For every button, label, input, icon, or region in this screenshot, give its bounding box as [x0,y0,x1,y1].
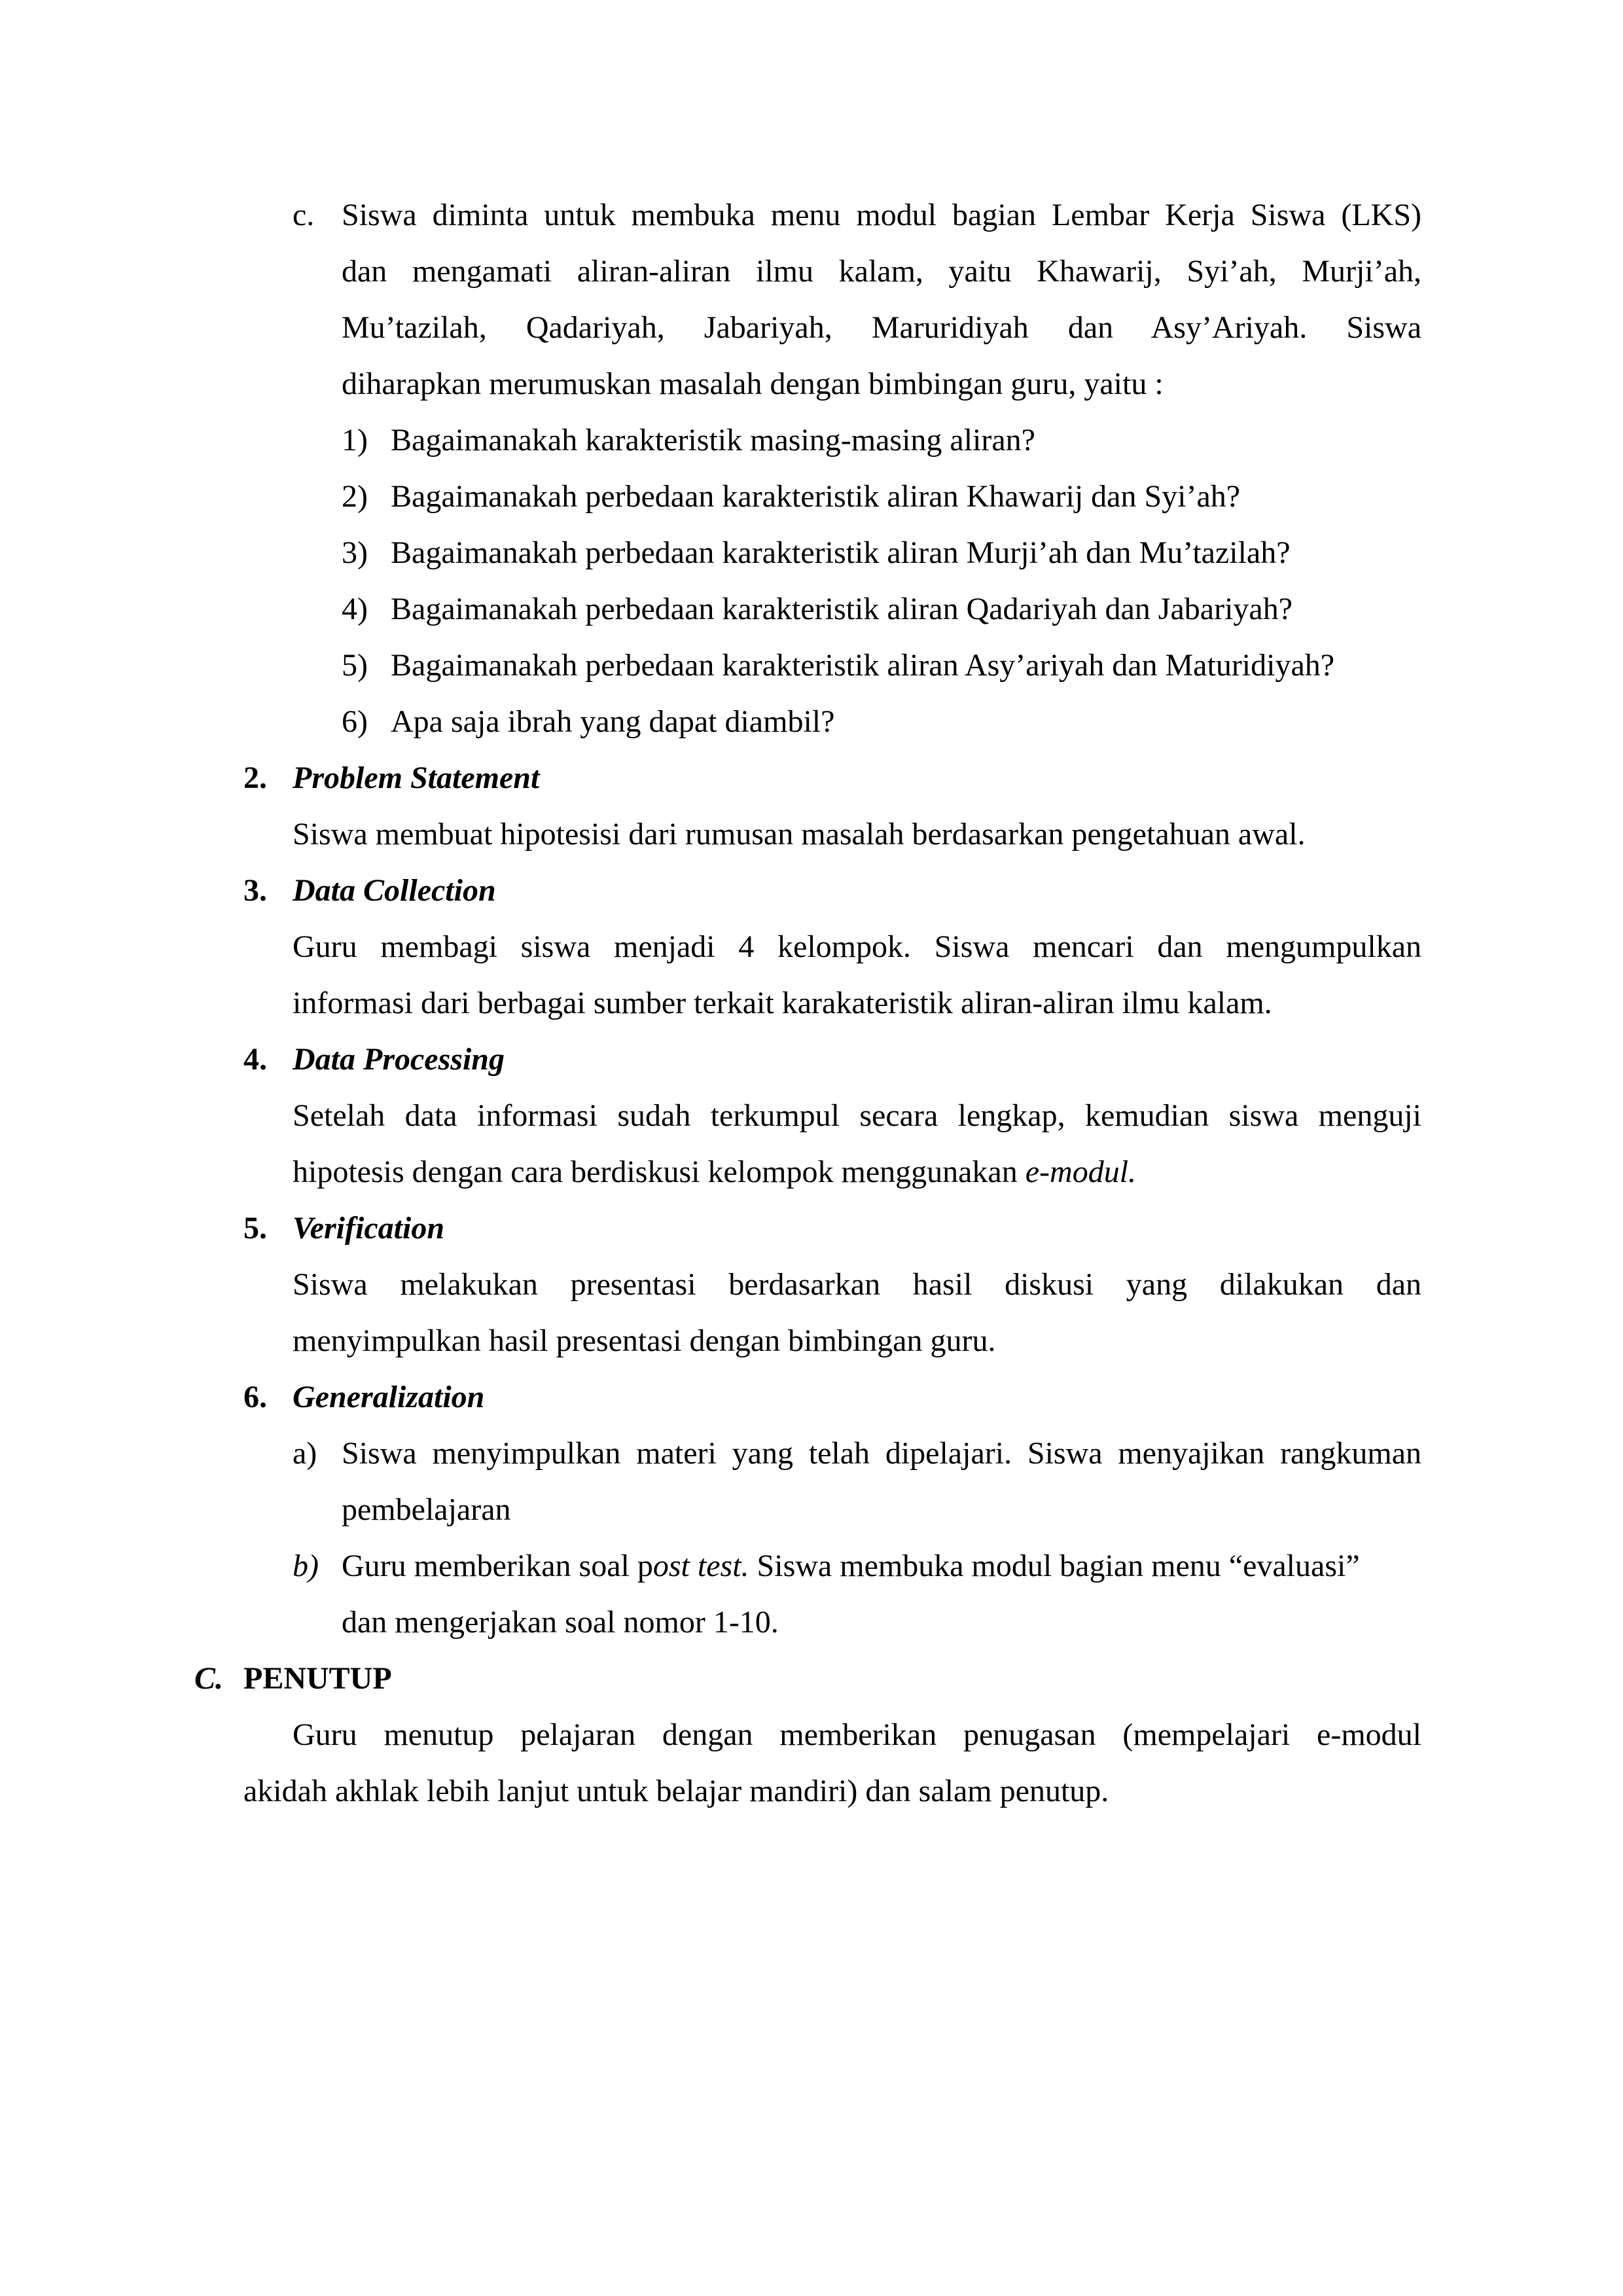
section-number: 6. [243,1380,267,1414]
section-heading: Generalization [293,1380,485,1414]
question-text: Bagaimanakah perbedaan karakteristik aliran Qadariyah dan Jabariyah? [391,592,1293,626]
paragraph-line [342,1547,1421,1585]
question-text: Bagaimanakah karakteristik masing-masing aliran? [391,423,1035,457]
section-heading: Problem Statement [293,761,540,795]
paragraph-line: informasi dari berbagai sumber terkait karakateristik aliran-aliran ilmu kalam. [293,986,1272,1020]
section-letter: C. [194,1661,224,1696]
list-marker-b: b) [293,1549,319,1583]
list-marker-a: a) [293,1436,317,1471]
paragraph-line: pembelajaran [342,1492,511,1527]
list-marker-c: c. [293,198,315,232]
paragraph-text: hipotesis dengan cara berdiskusi kelompok menggunakan [293,1155,1018,1189]
section-number: 2. [243,761,267,795]
section-number: 5. [243,1211,267,1246]
paragraph-text: Guru memberikan soal p [342,1549,653,1583]
emodul-term: e-modul. [1025,1155,1137,1189]
paragraph-text: Siswa membuka modul bagian menu “evaluasi” [749,1549,1360,1583]
question-text: Bagaimanakah perbedaan karakteristik aliran Khawarij dan Syi’ah? [391,479,1241,514]
question-number: 1) [342,423,368,457]
paragraph-line: dan mengamati aliran-aliran ilmu kalam, yaitu Khawarij, Syi’ah, Murji’ah, [342,254,1421,289]
paragraph-line: Siswa membuat hipotesisi dari rumusan masalah berdasarkan pengetahuan awal. [293,817,1306,852]
paragraph-line: Siswa diminta untuk membuka menu modul bagian Lembar Kerja Siswa (LKS) [342,198,1421,232]
paragraph-line: Mu’tazilah, Qadariyah, Jabariyah, Maruridiyah dan Asy’Ariyah. Siswa [342,310,1421,345]
paragraph-line: dan mengerjakan soal nomor 1-10. [342,1605,779,1640]
section-number: 3. [243,873,267,908]
question-text: Apa saja ibrah yang dapat diambil? [391,704,835,739]
paragraph-line: Siswa melakukan presentasi berdasarkan hasil diskusi yang dilakukan dan [293,1267,1421,1302]
paragraph-line: menyimpulkan hasil presentasi dengan bimbingan guru. [293,1323,996,1358]
section-heading: Verification [293,1211,445,1246]
question-number: 6) [342,704,368,739]
question-text: Bagaimanakah perbedaan karakteristik aliran Asy’ariyah dan Maturidiyah? [391,648,1335,683]
paragraph-line: akidah akhlak lebih lanjut untuk belajar mandiri) dan salam penutup. [243,1774,1109,1808]
question-number: 2) [342,479,368,514]
paragraph-line: diharapkan merumuskan masalah dengan bimbingan guru, yaitu : [342,367,1164,401]
question-number: 3) [342,535,368,570]
question-number: 5) [342,648,368,683]
section-heading: Data Collection [293,873,496,908]
section-number: 4. [243,1042,267,1077]
question-text: Bagaimanakah perbedaan karakteristik aliran Murji’ah dan Mu’tazilah? [391,535,1291,570]
paragraph-line [293,1153,1136,1191]
section-heading-penutup: PENUTUP [243,1661,392,1696]
question-number: 4) [342,592,368,626]
paragraph-line: Guru menutup pelajaran dengan memberikan penugasan (mempelajari e-modul [293,1717,1421,1752]
paragraph-line: Guru membagi siswa menjadi 4 kelompok. Siswa mencari dan mengumpulkan [293,929,1421,964]
paragraph-line: Siswa menyimpulkan materi yang telah dipelajari. Siswa menyajikan rangkuman [342,1436,1421,1471]
post-test-term: ost test. [652,1549,749,1583]
section-heading: Data Processing [293,1042,505,1077]
paragraph-line: Setelah data informasi sudah terkumpul secara lengkap, kemudian siswa menguji [293,1098,1421,1133]
